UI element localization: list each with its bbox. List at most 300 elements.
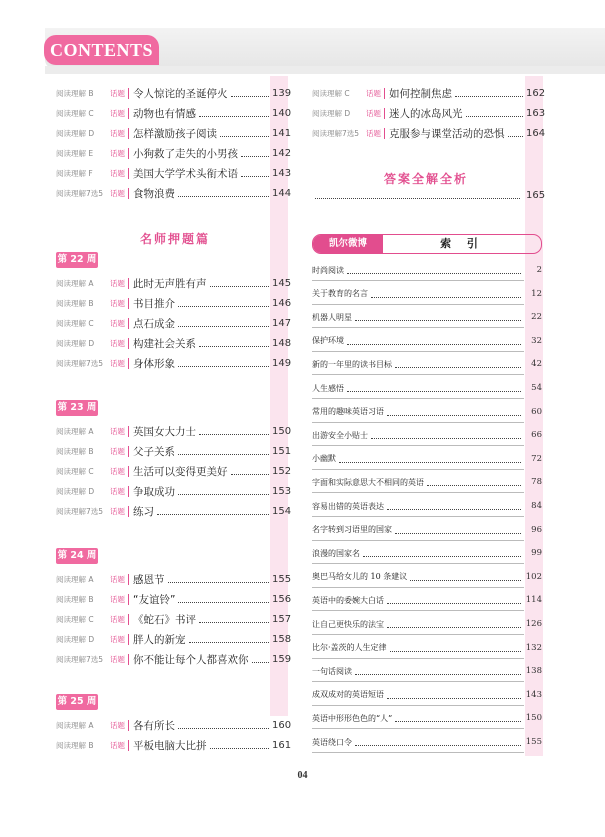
toc-entry-leader-dots [241,175,269,177]
toc-entry-page: 153 [272,485,292,497]
index-entry-leader-dots [427,484,521,486]
toc-entry-divider [128,298,129,309]
toc-entry[interactable] [56,294,290,312]
toc-entry-title: 书目推介 [133,297,175,310]
index-entry-leader-dots [387,508,521,510]
toc-entry-category: 阅读理解 A [56,574,94,584]
toc-entry-divider [128,128,129,139]
toc-entry[interactable] [56,502,290,520]
toc-entry-category: 阅读理解 B [56,298,94,308]
index-entry-page: 143 [525,689,542,700]
toc-entry[interactable] [56,314,290,332]
index-entry-rule [312,304,524,305]
toc-entry-page: 144 [272,187,292,199]
index-entry-rule [312,587,524,588]
toc-entry-topic-tag: 话题 [110,338,125,348]
toc-entry-category: 阅读理解 A [56,720,94,730]
index-entry-title: 名字转到习语里的国家 [312,525,392,535]
toc-entry-category: 阅读理解 D [56,486,95,496]
toc-entry-topic-tag: 话题 [110,486,125,496]
index-entry-leader-dots [347,343,521,345]
toc-entry[interactable] [312,124,544,142]
toc-entry-page: 139 [272,87,292,99]
index-entry[interactable] [312,474,542,490]
toc-entry[interactable] [56,650,290,668]
index-entry-page: 42 [531,359,542,370]
toc-entry[interactable] [312,84,544,102]
toc-entry-topic-tag: 话题 [110,128,125,138]
toc-entry-page: 163 [526,107,546,119]
toc-entry[interactable] [56,334,290,352]
index-entry-page: 60 [531,406,542,417]
toc-entry-divider [128,426,129,437]
index-entry-leader-dots [387,626,521,628]
toc-entry-divider [384,88,385,99]
toc-entry-leader-dots [241,155,269,157]
index-entry-title: 保护环境 [312,336,344,346]
toc-entry-title: 克服参与课堂活动的恐惧 [389,127,505,140]
toc-entry-leader-dots [168,581,270,583]
toc-entry-leader-dots [210,285,270,287]
index-entry[interactable] [312,663,542,679]
toc-entry-category: 阅读理解 D [56,338,95,348]
index-entry-title: 比尔·盖茨的人生定律 [312,643,387,653]
index-entry-title: 字面和实际意思大不相同的英语 [312,477,424,487]
toc-entry-divider [128,466,129,477]
index-entry-title: 浪漫的国家名 [312,548,360,558]
index-entry-leader-dots [355,673,521,675]
toc-entry-page: 141 [272,127,292,139]
index-entry[interactable] [312,309,542,325]
toc-entry-topic-tag: 话题 [110,594,125,604]
index-entry[interactable] [312,522,542,538]
toc-entry[interactable] [312,104,544,122]
toc-entry-divider [128,148,129,159]
index-entry-page: 72 [531,453,542,464]
toc-entry-topic-tag: 话题 [110,188,125,198]
toc-entry-title: 食物浪费 [133,187,175,200]
toc-entry-category: 阅读理解 B [56,446,94,456]
index-entry-page: 66 [531,430,542,441]
index-entry-leader-dots [363,555,521,557]
toc-entry-title: 身体形象 [133,357,175,370]
index-title: 索 引 [440,237,484,250]
toc-entry[interactable] [56,84,290,102]
toc-entry-divider [128,278,129,289]
toc-entry-divider [128,318,129,329]
contents-tab: CONTENTS [44,35,159,65]
toc-entry-title: 练习 [133,505,154,518]
toc-entry-topic-tag: 话题 [110,466,125,476]
toc-entry[interactable] [56,422,290,440]
index-entry-rule [312,469,524,470]
toc-entry-category: 阅读理解 C [56,466,94,476]
index-entry[interactable] [312,451,542,467]
toc-entry-category: 阅读理解 B [56,740,94,750]
index-entry-rule [312,705,524,706]
toc-entry-topic-tag: 话题 [110,318,125,328]
toc-entry-leader-dots [210,747,270,749]
index-entry-leader-dots [395,720,521,722]
toc-entry-title: 各有所长 [133,719,175,732]
toc-entry-divider [128,168,129,179]
index-entry-leader-dots [355,744,521,746]
index-entry[interactable] [312,380,542,396]
toc-entry-category: 阅读理解 D [56,128,95,138]
toc-entry-category: 阅读理解7选5 [56,506,104,516]
toc-entry-leader-dots [157,513,269,515]
toc-entry-title: 你不能让每个人都喜欢你 [133,653,249,666]
toc-entry-title: 美国大学学术头衔术语 [133,167,238,180]
toc-entry-page: 151 [272,445,292,457]
index-entry-page: 84 [531,501,542,511]
toc-entry[interactable] [56,630,290,648]
toc-entry-leader-dots [178,325,269,327]
index-entry-title: 新的一年里的读书目标 [312,359,392,369]
index-entry-leader-dots [390,650,521,652]
index-entry-leader-dots [347,390,521,392]
index-entry-page: 138 [525,666,542,677]
toc-entry[interactable] [56,590,290,608]
toc-entry-divider [128,358,129,369]
index-entry[interactable] [312,734,542,750]
toc-entry-divider [128,634,129,645]
toc-entry-topic-tag: 话题 [110,720,125,730]
toc-entry-category: 阅读理解 D [312,108,351,118]
toc-entry-title: 父子关系 [133,445,175,458]
index-entry-page: 78 [531,477,542,488]
index-entry-rule [312,327,524,328]
toc-entry-category: 阅读理解 F [56,168,93,178]
index-entry-title: 英语中形形色色的“人” [312,713,393,723]
toc-entry-topic-tag: 话题 [110,148,125,158]
index-entry-rule [312,516,524,517]
index-entry-rule [312,422,524,423]
toc-entry-divider [128,574,129,585]
toc-entry-page: 150 [272,425,292,437]
index-entry[interactable] [312,404,542,420]
index-entry-rule [312,728,524,729]
toc-entry-divider [384,108,385,119]
toc-entry-page: 142 [272,147,292,159]
toc-entry-leader-dots [178,727,269,729]
toc-entry-topic-tag: 话题 [110,740,125,750]
index-entry-rule [312,351,524,352]
toc-entry-title: 怎样激励孩子阅读 [133,127,217,140]
toc-entry-page: 149 [272,357,292,369]
toc-entry-divider [128,486,129,497]
toc-entry-leader-dots [455,95,523,97]
toc-entry[interactable] [56,716,290,734]
index-entry[interactable] [312,687,542,703]
index-entry-rule [312,563,524,564]
index-entry-page: 132 [525,642,542,653]
index-entry-page: 96 [531,524,542,535]
index-entry-rule [312,540,524,541]
toc-entry-page: 161 [272,739,292,751]
index-entry-page: 32 [531,335,542,346]
toc-entry-topic-tag: 话题 [110,88,125,98]
toc-entry[interactable] [56,462,290,480]
toc-entry[interactable] [56,354,290,372]
toc-entry-leader-dots [199,115,269,117]
toc-entry-page: 145 [272,277,292,289]
toc-entry-leader-dots [199,621,269,623]
answers-leader-dots [315,198,520,199]
toc-entry-leader-dots [220,135,269,137]
toc-entry-topic-tag: 话题 [110,108,125,118]
index-entry-page: 2 [536,265,542,275]
toc-entry-page: 143 [272,167,292,179]
toc-entry-topic-tag: 话题 [366,128,381,138]
index-entry-title: 一句话阅读 [312,666,352,676]
toc-entry-leader-dots [178,365,269,367]
index-entry-page: 102 [525,571,542,582]
index-entry-page: 155 [525,737,542,747]
toc-entry[interactable] [56,570,290,588]
toc-entry[interactable] [56,274,290,292]
toc-entry-divider [128,188,129,199]
index-entry-rule [312,398,524,399]
toc-entry-divider [128,614,129,625]
index-entry-title: 奥巴马给女儿的 10 条建议 [312,572,408,582]
index-entry-leader-dots [347,272,521,274]
toc-entry-category: 阅读理解 E [56,148,94,158]
toc-entry-topic-tag: 话题 [110,614,125,624]
toc-entry-divider [128,88,129,99]
index-entry-leader-dots [387,697,521,699]
toc-entry-topic-tag: 话题 [110,446,125,456]
toc-entry-title: 英国女大力士 [133,425,196,438]
toc-entry-title: 此时无声胜有声 [133,277,207,290]
toc-entry[interactable] [56,104,290,122]
index-entry-page: 54 [531,383,542,393]
index-entry[interactable] [312,333,542,349]
toc-entry-category: 阅读理解 C [56,614,94,624]
toc-entry-divider [384,128,385,139]
toc-entry-category: 阅读理解 B [56,594,94,604]
week-badge: 第 24 周 [56,548,98,564]
index-entry[interactable] [312,569,542,585]
toc-entry-leader-dots [189,641,270,643]
index-entry-leader-dots [395,366,521,368]
toc-entry-title: 胖人的新宠 [133,633,186,646]
toc-entry-topic-tag: 话题 [110,358,125,368]
toc-entry-category: 阅读理解 A [56,278,94,288]
index-entry[interactable] [312,498,542,514]
toc-entry-page: 164 [526,127,546,139]
toc-entry-category: 阅读理解7选5 [56,188,104,198]
toc-entry-leader-dots [252,661,270,663]
week-badge: 第 25 周 [56,694,98,710]
toc-entry-page: 148 [272,337,292,349]
index-entry-leader-dots [387,602,521,604]
toc-entry-title: 迷人的冰岛风光 [389,107,463,120]
toc-entry-title: 感恩节 [133,573,165,586]
toc-entry-leader-dots [178,195,269,197]
toc-entry-page: 156 [272,593,292,605]
index-entry[interactable] [312,592,542,608]
index-entry-page: 114 [525,595,542,606]
index-entry[interactable] [312,640,542,656]
toc-entry-category: 阅读理解 D [56,634,95,644]
week-badge: 第 23 周 [56,400,98,416]
toc-entry-divider [128,740,129,751]
toc-entry-title: 点石成金 [133,317,175,330]
index-entry-title: 让自己更快乐的法宝 [312,619,384,629]
index-entry-leader-dots [355,319,521,321]
toc-entry-leader-dots [178,453,269,455]
toc-entry[interactable] [56,610,290,628]
week-badge: 第 22 周 [56,252,98,268]
toc-entry-leader-dots [199,433,269,435]
index-entry-page: 22 [531,312,542,323]
toc-entry-category: 阅读理解 C [56,108,94,118]
toc-entry-divider [128,338,129,349]
toc-entry-page: 159 [272,653,292,665]
toc-entry-topic-tag: 话题 [110,426,125,436]
index-entry-leader-dots [339,461,521,463]
toc-entry-topic-tag: 话题 [110,298,125,308]
answers-page[interactable]: 165 [526,190,546,201]
toc-entry-page: 152 [272,465,292,477]
index-entry-rule [312,492,524,493]
toc-entry-topic-tag: 话题 [110,278,125,288]
toc-entry-leader-dots [178,601,269,603]
toc-entry-leader-dots [199,345,269,347]
index-entry-leader-dots [371,296,521,298]
index-entry-leader-dots [410,579,521,581]
toc-entry-topic-tag: 话题 [110,634,125,644]
index-entry-leader-dots [395,532,521,534]
toc-entry-divider [128,594,129,605]
toc-entry[interactable] [56,482,290,500]
answers-title: 答案全解全析 [384,172,469,186]
toc-entry-leader-dots [178,493,269,495]
index-entry-page: 126 [525,619,542,629]
toc-entry-title: 平板电脑大比拼 [133,739,207,752]
toc-entry[interactable] [56,736,290,754]
toc-entry-category: 阅读理解 C [56,318,94,328]
toc-entry-page: 157 [272,613,292,625]
index-entry-title: 出游安全小贴士 [312,430,368,440]
toc-entry-leader-dots [178,305,269,307]
index-entry-leader-dots [387,414,521,416]
index-weibo-tag: 凯尔微博 [313,235,383,253]
index-entry-title: 小幽默 [312,454,336,464]
index-entry[interactable] [312,356,542,372]
toc-entry-divider [128,720,129,731]
index-entry-title: 机器人明星 [312,312,352,322]
toc-entry[interactable] [56,184,290,202]
toc-entry-title: 小狗救了走失的小男孩 [133,147,238,160]
section-title-mingshi: 名师押题篇 [140,232,211,246]
index-entry-page: 150 [525,713,542,724]
index-entry-rule [312,610,524,611]
toc-entry-leader-dots [231,473,270,475]
index-entry-title: 关于教育的名言 [312,289,368,299]
toc-entry-title: 令人惊诧的圣诞停火 [133,87,228,100]
header-rule [45,66,605,74]
index-entry[interactable] [312,545,542,561]
index-entry-title: 成双成对的英语短语 [312,690,384,700]
index-entry-page: 12 [531,288,542,299]
toc-entry-leader-dots [508,135,524,137]
toc-entry[interactable] [56,124,290,142]
toc-entry-leader-dots [231,95,270,97]
toc-entry-title: “友谊铃” [133,593,176,606]
index-entry-rule [312,445,524,446]
toc-entry-topic-tag: 话题 [110,654,125,664]
index-entry-rule [312,634,524,635]
toc-entry-divider [128,108,129,119]
toc-entry-divider [128,654,129,665]
toc-entry-topic-tag: 话题 [366,108,381,118]
toc-entry-category: 阅读理解 C [312,88,350,98]
index-entry[interactable] [312,710,542,726]
toc-entry-category: 阅读理解7选5 [312,128,360,138]
index-entry-title: 常用的趣味英语习语 [312,407,384,417]
page-number: 04 [297,770,308,781]
index-entry-rule [312,752,524,753]
index-entry-title: 人生感悟 [312,383,344,393]
toc-entry-page: 158 [272,633,292,645]
toc-entry[interactable] [56,144,290,162]
toc-entry-page: 140 [272,107,292,119]
toc-entry-page: 154 [272,505,292,517]
toc-entry-category: 阅读理解 A [56,426,94,436]
index-entry-page: 99 [531,548,542,559]
toc-entry-category: 阅读理解7选5 [56,654,104,664]
toc-entry[interactable] [56,164,290,182]
toc-entry-leader-dots [466,115,524,117]
toc-entry-page: 147 [272,317,292,329]
toc-entry-title: 生活可以变得更美好 [133,465,228,478]
index-entry-rule [312,681,524,682]
toc-entry-page: 146 [272,297,292,309]
index-entry-title: 英语中的委婉大白话 [312,595,384,605]
index-entry-rule [312,280,524,281]
toc-entry-topic-tag: 话题 [110,506,125,516]
toc-entry-category: 阅读理解 B [56,88,94,98]
index-entry-title: 容易出错的英语表达 [312,501,384,511]
toc-entry-title: 《蛇石》书评 [133,613,196,626]
toc-entry-topic-tag: 话题 [110,574,125,584]
toc-entry[interactable] [56,442,290,460]
index-entry[interactable] [312,262,542,278]
index-entry[interactable] [312,286,542,302]
toc-entry-divider [128,446,129,457]
index-entry-rule [312,374,524,375]
toc-entry-title: 构建社会关系 [133,337,196,350]
toc-entry-title: 动物也有情感 [133,107,196,120]
index-entry-rule [312,658,524,659]
index-entry[interactable] [312,427,542,443]
toc-entry-topic-tag: 话题 [110,168,125,178]
toc-entry-category: 阅读理解7选5 [56,358,104,368]
index-entry[interactable] [312,616,542,632]
index-entry-leader-dots [371,437,521,439]
index-entry-title: 英语绕口令 [312,737,352,747]
index-header [312,234,542,254]
toc-entry-page: 155 [272,573,292,585]
toc-entry-page: 160 [272,719,292,731]
toc-entry-title: 争取成功 [133,485,175,498]
toc-entry-topic-tag: 话题 [366,88,381,98]
index-entry-title: 时尚阅读 [312,265,344,275]
toc-entry-page: 162 [526,87,546,99]
toc-entry-divider [128,506,129,517]
